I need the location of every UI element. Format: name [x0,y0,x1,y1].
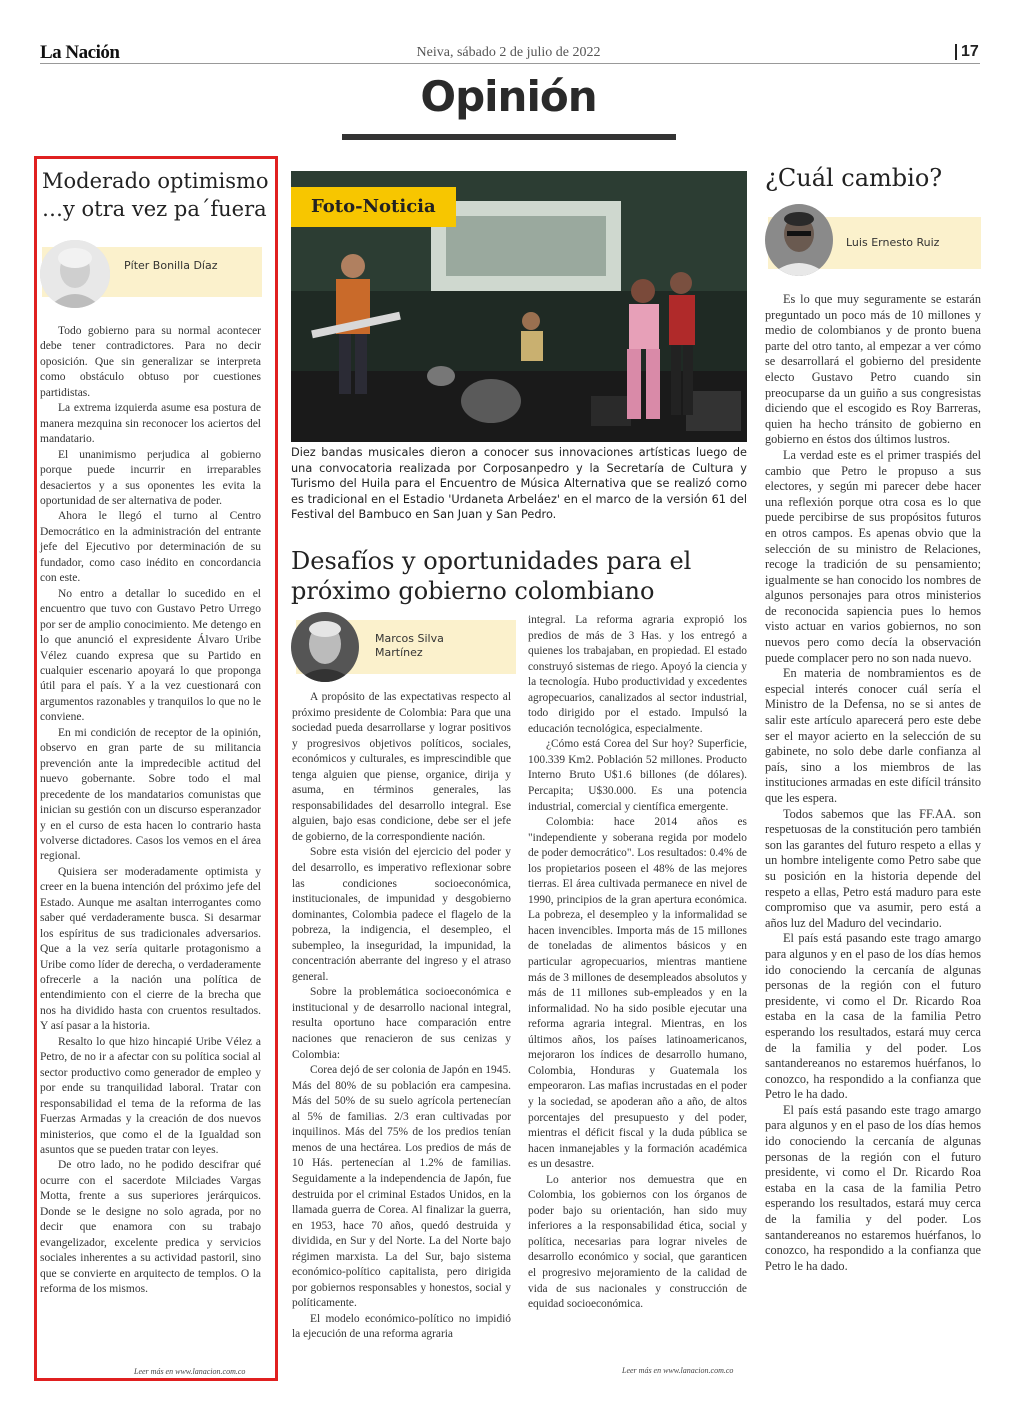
right-author-name: Luis Ernesto Ruiz [846,236,940,249]
paragraph: Sobre la problemática socioeconómica e institucional y de desarrollo nacional integral, resulta oportuno hace comparación entre naciones que renacieron de sus cenizas y Colombia: [292,986,511,1061]
author-portrait-icon [40,240,110,308]
author-portrait-icon [291,612,359,682]
center-headline-line1: Desafíos y oportunidades para el [291,547,692,575]
right-headline: ¿Cuál cambio? [765,164,943,192]
center-read-more-link[interactable]: Leer más en www.lanacion.com.co [622,1366,734,1375]
paragraph: En materia de nombramientos es de especial interés conocer cuál sería el Ministro de la Defensa, no se si antes de salir este artículo aparecerá pero este debe ser el mayor acierto en la selección de su gabinete, no solo debe darle confianza al país, sino a los miembros de las instituciones armadas en este difícil tránsito que les espera. [765,666,981,805]
left-headline-line2: …y otra vez pa´fuera [42,197,267,221]
header-rule [40,63,980,64]
center-headline-line2: próximo gobierno colombiano [291,577,655,605]
author-portrait-icon [765,204,833,276]
paragraph: A propósito de las expectativas respecto al próximo presidente de Colombia: Para que una sociedad pueda desarrollarse y lograr positivos y progresivos objetivos políticos, sociales, económicos y culturales, es imprescindible que tenga alguien que piense, organice, dirija y asuma, en términos generales, las responsabilidades del desarrollo integral. Ese alguien, bajo esas condicione, debe ser el jefe de gobierno, de la correspondiente nación. [292,691,511,843]
paragraph: El país está pasando este trago amargo para algunos y en el paso de los días hemos ido conociendo la cercanía de algunas personas de la región con el futuro presidente, vi como el Dr. Ricardo Roa estaba en la casa de la familia Petro esperando los resultados, estará muy cerca de la familia y del poder. Los santandereanos no estaremos huérfanos, lo conozco, ha respondido a la confianza que Petro le ha dado. [765,931,981,1102]
paragraph: Ahora le llegó el turno al Centro Democrático en la administración del entrante jefe del Ejecutivo por determinación de su fundador, como caso inédito en concordancia con este. [40,510,261,585]
page-number: 17 [955,44,979,60]
photo-news-tag: Foto-Noticia [291,187,456,227]
paragraph: El país está pasando este trago amargo para algunos y en el paso de los días hemos ido conociendo la cercanía de algunas personas de la región con el futuro presidente, vi como el Dr. Ricardo Roa estaba en la casa de la familia Petro esperando los resultados, estará muy cerca de la familia y del poder. Los santandereanos no estaremos huérfanos, lo conozco, ha respondido a la confianza que Petro le ha dado. [765,1102,981,1273]
paragraph: Corea dejó de ser colonia de Japón en 1945. Más del 80% de su población era campesina. Más del 50% de su suelo agrícola pertenecían al 5% de familias. 2/3 eran cultivadas por inquilinos. Más del 75% de los predios tenían menos de una hectárea. Los predios de más de 10 Hás. pertenecían al 1.2% de familias. Seguidamente a la independencia de Japón, fue destruida por el criminal Estados Unidos, en la llamada guerra de Corea. Al finalizar la guerra, en 1953, hace 70 años, quedó destruida y dividida, en Sur y del Norte. La del Norte bajo régimen marxista. La del Sur, bajo sistema económico-político capitalista, pero dirigida por gobiernos responsables y honestos, social y políticamente. [292,1064,511,1310]
left-headline-line1: Moderado optimismo [42,169,269,193]
left-author-name: Píter Bonilla Díaz [124,259,218,272]
center-headline [291,546,751,606]
paragraph: integral. La reforma agraria expropió los predios de más de 3 Has. y los entregó a quienes los trabajaban, en propiedad. El estado construyó sistemas de riego. Apoyó la ciencia y la tecnología. Hubo productividad y excedentes agropecuarios, canalizados al sector industrial, todo dirigido por el estado. Impulsó la educación tecnológica, especialmente. [528,614,747,735]
section-underline [342,134,676,140]
paragraph: El unanimismo perjudica al gobierno porque puede incurrir en irreparables desaciertos y a sus oponentes les evita la oportunidad de ser alternativa de poder. [40,448,261,507]
left-article-body [40,324,261,1298]
newspaper-logo: La Nación [40,42,120,63]
paragraph: En mi condición de receptor de la opinión, observo en gran parte de su militancia prevención ante la impredecible actitud del nuevo gobernante. Sobre todo el mal precedente de los mandatarios comunistas que inician su gestión con un discurso esperanzador y en el curso de esta hacen lo contrario hasta volverse dictadores. Casos los vemos en el área regional. [40,726,261,863]
paragraph: Todo gobierno para su normal acontecer debe tener contradictores. Para no decir oposición. Que sin generalizar se interpreta como obstáculo obtuso por cuestiones partidistas. [40,325,261,399]
paragraph: La extrema izquierda asume esa postura de manera mezquina sin reconocer los aciertos del mandatario. [40,402,261,446]
paragraph: De otro lado, no he podido descifrar qué ocurre con el sacerdote Milciades Vargas Motta, frente a sus superiores jerárquicos. Donde se le designe no solo agrada, por no decir que enamora con su trabajo evangelizador, excelente predica y servicios sociales inherentes a su actividad pastoril, sino que se convierte en arquitecto de templos. O la reforma de los mismos. [40,1159,261,1296]
paragraph: ¿Cómo está Corea del Sur hoy? Superficie, 100.339 Km2. Población 52 millones. Producto Interno Bruto U$1.6 billones (de dólares). Percapita; U$30.000. Es una potencia industrial, comercial y científica emergente. [528,738,747,813]
center-author-name [375,632,444,660]
paragraph: Lo anterior nos demuestra que en Colombia, los gobiernos con los órganos de poder bajo su orientación, han sido muy inferiores a la responsabilidad ética, social y política, necesarias para lograr niveles de desarrollo económico y social, que garanticen el progresivo mejoramiento de la calidad de vida de sus nacionales y construcción de equidad socioeconómica. [528,1173,747,1311]
paragraph: Colombia: hace 2014 años es "independiente y soberana regida por modelo de poder democrático". Los resultados: 0.4% de los propietarios poseen el 48% de las mejores tierras. El área cultivada permanece en nivel de 1990, principios de la gran apertura económica. La pobreza, el desempleo y la informalidad se hacen invencibles. Importa más de 15 millones de toneladas de alimentos básicos y en particular agropecuarios, mientras mantiene más de 3 millones de desempleados absolutos y más de 11 millones sub-empleados y en la informalidad. No ha sido posible ejecutar una reforma agraria integral. Mientras, en los últimos años, los países latinoamericanos, mejoraron los índices de desarrollo humano, Colombia, Honduras y Guatemala los empeoraron. Las mafias incrustadas en el poder y la sociedad, se apoderan año a año, de altos porcentajes del presupuesto y del poder, mientras el déficit fiscal y la duda pública se hacen inmanejables y la formación académica es un desastre. [528,816,747,1171]
paragraph: Es lo que muy seguramente se estarán preguntado un poco más de 10 millones y medio de colombianos y de pronto buena parte del otro tanto, al empezar a ver cómo se desarrollará el gobierno del presidente electo Gustavo Petro cuando sin preocuparse da un guiño a sus congresistas diciendo que el escogido es Roy Barreras, quien ha hecho tránsito de gobierno en gobierno en éstos dos últimos lustros. [765,292,981,447]
paragraph: El modelo económico-político no impidió la ejecución de una reforma agraria [292,1312,511,1341]
left-read-more-link[interactable]: Leer más en www.lanacion.com.co [134,1367,246,1376]
paragraph: No entro a detallar lo sucedido en el encuentro que tuvo con Gustavo Petro Urrego por ser de amplio conocimiento. Me detengo en lo que anunció el expresidente Álvaro Uribe Vélez cuando expresa que su Partido en cualquier escenario apoyará lo que proponga útil para el país. Y a la vez cuestionará con argumentos razonables y tranquilos lo que no le conviene. [40,587,261,724]
photo-caption: Diez bandas musicales dieron a conocer sus innovaciones artísticas luego de una convocatoria realizada por Corposanpedro y la Secretaría de Cultura y Turismo del Huila para el Encuentro de Música Alternativa que se realizó como es tradicional en el Estadio 'Urdaneta Arbeláez' en el marco de la versión 61 del Festival del Bambuco en San Juan y San Pedro. [291,446,747,521]
section-title: Opinión [420,72,597,121]
left-headline [42,167,274,223]
paragraph: La verdad este es el primer traspiés del cambio que Petro le propuso a sus electores, y según mi parecer debe hacer una reflexión porque otra cosa es lo que puede percibirse de sus propósitos futuros en otros campos. Es apenas obvio que la selección de su ministro de Relaciones, recoge la tradición de su pensamiento; igualmente se han conocido los nombres de algunos personajes para otros ministerios de reconocida sapiencia pues lo hemos visto actuar en varios gobiernos, no son nuevos pero como decía la observación puede complacer pero no son nada nuevo. [765,447,981,665]
center-article-col1 [292,690,511,1343]
right-article-body [765,292,981,1274]
center-article-col2 [528,613,747,1313]
paragraph: Resalto lo que hizo hincapié Uribe Vélez a Petro, de no ir a afectar con su política social al sector productivo como generador de empleo y por ende su tranquilidad laboral. Tratar con responsabilidad el tema de la reforma de las Fuerzas Armadas y la creación de dos nuevos ministerios, que como el de la Igualdad son asuntos que se pueden tratar con leyes. [40,1035,261,1157]
paragraph: Sobre esta visión del ejercicio del poder y del desarrollo, es imperativo reflexionar sobre las condiciones socioeconómica, institucionales, de impunidad y desgobierno dominantes, Colombia padece el flagelo de la pobreza, la indigencia, el desempleo, el subempleo, la inseguridad, la impunidad, la concentración aberrante del ingreso y el atraso general. [292,846,511,983]
center-author-line2: Martínez [375,646,423,659]
center-author-line1: Marcos Silva [375,632,444,645]
paragraph: Quisiera ser moderadamente optimista y creer en la buena intención del próximo jefe del Estado. Aunque me asaltan interrogantes como saber qué verdaderamente busca. Si desarmar los espíritus de sus tradicionales adversarios. Que a la vez sería quitarle protagonismo a Uribe como líder de derecha, o verdaderamente ofrecerle a la nación una política de entendimiento con el cierre de la brecha que nos ha dividido hasta con cruentos resultados. Y así pasar a la historia. [40,865,261,1033]
paragraph: Todos sabemos que las FF.AA. son respetuosas de la constitución pero también son las garantes del futuro respeto a ellas y un hombre inteligente como Petro sabe que su posición en la historia depende del respeto a ellas, Petro está maduro para este compromiso que va asumir, pero está a años luz del Maduro del vecindario. [765,806,981,930]
dateline: Neiva, sábado 2 de julio de 2022 [416,45,601,60]
